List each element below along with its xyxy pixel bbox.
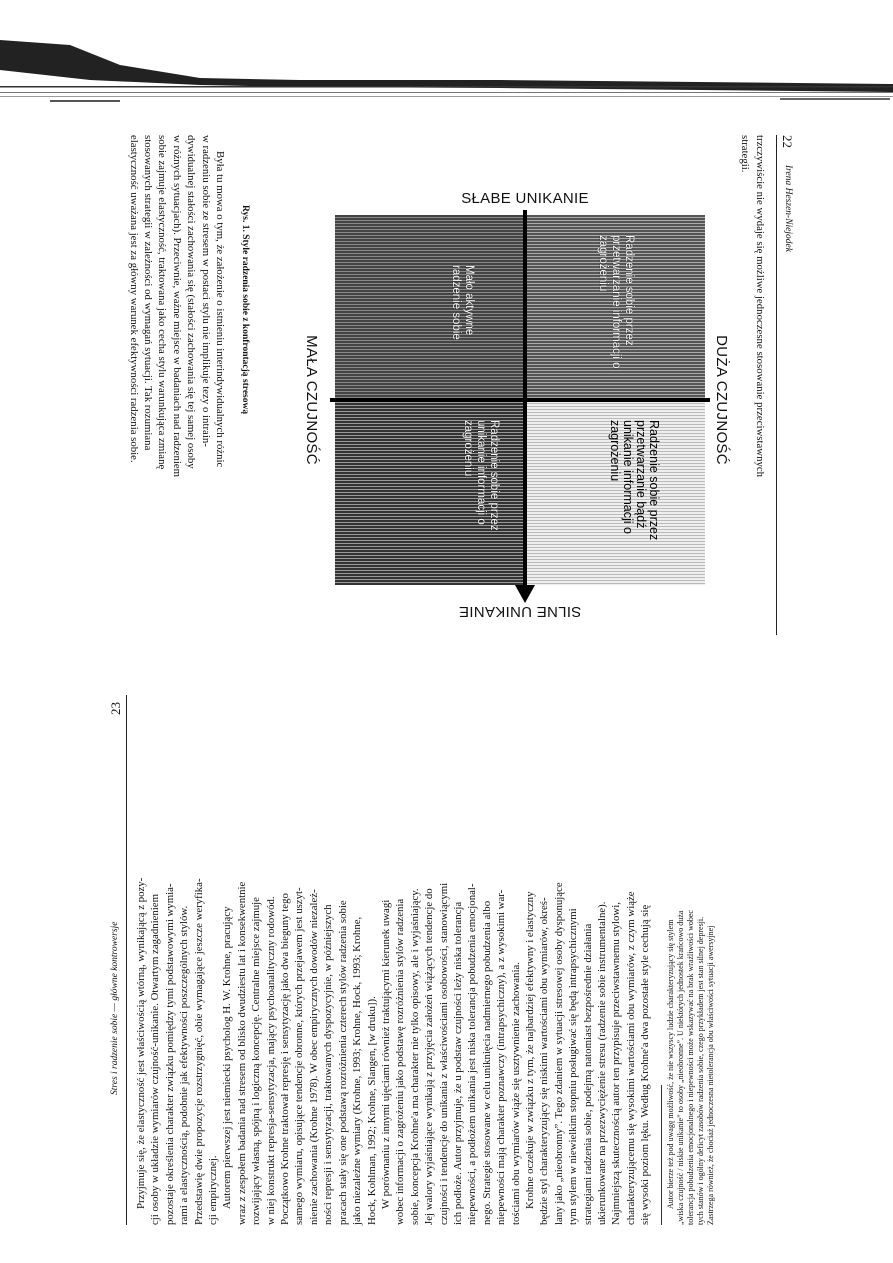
quadrant-bottom-left bbox=[335, 215, 525, 400]
right-para-line: Autorem pierwszej jest niemiecki psycholog H. W. Krohne, pracujący bbox=[221, 906, 234, 1209]
page-number-left: 22 bbox=[780, 135, 795, 148]
header-rule-left bbox=[776, 135, 777, 635]
page-number-right: 23 bbox=[108, 702, 123, 715]
right-para-line: ności represji i sensytyzacji, traktowanych dyspozycyjnie, w późniejszych bbox=[322, 904, 335, 1225]
footnote-line: Autor bierze też pod uwagę możliwość, że nie wszyscy ludzie charakteryzujący się stylem bbox=[665, 919, 675, 1209]
fig-label-bottom: MAŁA CZUJNOŚĆ bbox=[303, 335, 320, 465]
intro-line-2: strategii. bbox=[739, 135, 751, 173]
running-head-left: Irena Heszen-Niejodek bbox=[783, 165, 793, 252]
figure-caption: Rys. 1. Style radzenia sobie z konfrontacją stresową bbox=[240, 205, 250, 415]
intro-line-1: trzczywiście nie wydaje się możliwe jednoczesne stosowanie przeciwstawnych bbox=[754, 135, 766, 478]
right-para-line: Początkowo Krohne traktował represję i sensytyzację jako dwa bieguny tego bbox=[279, 893, 292, 1225]
quadrant-text-top-left: Radzenie sobie przez przetwarzanie informacji o zagrożeniu bbox=[597, 235, 635, 369]
right-para-line: Jej walory wyjaśniające wynikają z przyjęcia założeń wiążących tendencje do bbox=[423, 888, 436, 1225]
left-para-line: sobie zajmuje elastyczność, traktowana jako cecha stylu warunkująca zmianę bbox=[156, 135, 169, 470]
left-para-line: dywidualnej stałości zachowania się (stałości zachowania się tej samej osoby bbox=[185, 135, 198, 469]
right-para-line: samego wymiaru, opisujące tendencje obronne, których przejawem jest uszyt- bbox=[293, 887, 306, 1225]
scan-artifact-top bbox=[0, 40, 893, 120]
fig-label-left: SŁABE UNIKANIE bbox=[461, 190, 589, 207]
right-page bbox=[110, 685, 800, 1225]
left-para-line: Była tu mowa o tym, że założenie o istnieniu interindywidualnych różnic bbox=[214, 151, 226, 468]
right-para-line: nienie zachowania (Krohne 1978). W obec empirycznych dowodów niezależ- bbox=[307, 889, 320, 1225]
right-para-line: Krohne oczekuje w związku z tym, że najbardziej efektywny i elastyczny bbox=[523, 891, 536, 1209]
header-rule-right bbox=[126, 695, 127, 1225]
right-para-line: jako niezależne wymiary (Krohne, 1993; Krohne, Hock, 1993; Krohne, bbox=[351, 916, 364, 1225]
right-para-line: w niej konstrukt represja-sensytyzacja, mający psychoanalityczny rodowód. bbox=[264, 896, 277, 1225]
right-para-line: pracach stały się one podstawą rozróżnienia czterech stylów radzenia sobie bbox=[336, 900, 349, 1225]
right-para-line: Hock, Kohlman, 1992; Krohne, Slangen, [w druku]). bbox=[365, 996, 378, 1225]
axis-vertical bbox=[330, 398, 710, 402]
right-para-line: wraz z zespołem badania nad stresem od blisko dwudziestu lat i konsekwentnie bbox=[235, 881, 248, 1225]
left-paragraph bbox=[126, 135, 227, 655]
quadrant-text-bottom-left: Mało aktywne radzenie sobie bbox=[450, 265, 475, 340]
footnote-line: „wiska czujność / niskie unikanie” to osoby „nieobronne”. U niektórych jednostek krańcowo duża bbox=[675, 910, 685, 1225]
right-para-line: cji empirycznej. bbox=[207, 1155, 220, 1225]
right-para-line: ich podłoże. Autor przyjmuje, że u podstaw czujności leży niska tolerancja bbox=[451, 901, 464, 1225]
quadrant-text-bottom-right: Radzenie sobie przez unikanie informacji o zagrożeniu bbox=[462, 420, 500, 531]
right-para-line: czujności i tendencje do unikania z właściwościami osobowości, stanowiącymi bbox=[437, 882, 450, 1225]
left-para-line: elastyczność uważana jest za główny warunek efektywności radzenia sobie. bbox=[127, 135, 140, 463]
footnote-rule bbox=[661, 1085, 662, 1225]
right-para-line: sobie, koncepcja Krohne'a ma charakter nie tylko opisowy, ale i wyjaśniający. bbox=[408, 888, 421, 1225]
right-para-line: tościami obu wymiarów wiąże się usztywnienie zachowania. bbox=[509, 962, 522, 1225]
right-para-line: się wysoki poziom lęku. Według Krohne'a dwa pozostałe style cechują się bbox=[639, 904, 652, 1225]
right-para-line: pozostaje określenia charakter związku pomiędzy tymi podstawowymi wymia- bbox=[163, 883, 176, 1225]
right-para-line: cji osoby w układzie wymiarów czujność-unikanie. Otwartym zagadnieniem bbox=[149, 893, 162, 1225]
right-para-line: Przedstawię dwie propozycje rozstrzygnięć, obie wymagające jeszcze weryfika- bbox=[192, 878, 205, 1225]
axis-arrow-right bbox=[515, 585, 535, 603]
right-para-line: Najmniejszą skutecznością autor ten przypisuje przeciwstawnemu stylowi, bbox=[610, 902, 623, 1225]
quadrant-text-top-right: Radzenie sobie przez przetwarzanie bądź unikanie informacji o zagrożeniu bbox=[608, 420, 661, 541]
right-para-line: rami a elastycznością, podobnie jak efektywności poszczególnych stylów. bbox=[178, 905, 191, 1225]
right-para-line: wobec informacji o zagrożeniu jako podstawę rozróżnienia stylów radzenia bbox=[394, 898, 407, 1225]
left-para-line: w różnych sytuacjach). Przeciwnie, ważne miejsce w badaniach nad radzeniem bbox=[170, 135, 183, 478]
right-para-line: niepewności, a podłożem unikania jest niska tolerancja pobudzenia emocjonal- bbox=[466, 883, 479, 1225]
left-para-line: stosowanych strategii w zależności od wymagań sytuacji. Tak rozumiana bbox=[141, 135, 154, 451]
right-para-line: Przyjmuje się, że elastyczność jest właściwością wtórną, wynikającą z pozy- bbox=[135, 877, 147, 1209]
right-para-line: ukierunkowane na przezwyciężenie stresu (radzenie sobie instrumentalne). bbox=[596, 901, 608, 1225]
fig-label-right: SILNE UNIKANIE bbox=[458, 603, 582, 620]
right-para-line: nego. Strategie stosowane w celu uniknięcia nadmiernego pobudzenia albo bbox=[480, 900, 493, 1225]
figure-quadrant bbox=[270, 185, 730, 620]
axis-horizontal bbox=[523, 210, 527, 590]
footnote-line: tych stanów i ogólny deficyt zasobów radzenia sobie, czego przykładem jest stan silnej depresji. bbox=[695, 916, 705, 1225]
right-para-line: strategiami radzenia sobie, podejmą natomiast bezpośrednie działania bbox=[581, 923, 594, 1225]
right-para-line: lany jako „nieobronny”. Tego zdaniem w sytuacji stresowej osoby dysponujące bbox=[552, 882, 565, 1225]
right-para-line: niepewności mają charakter poznawczy (intrapsychiczny), a z wysokimi war- bbox=[495, 889, 508, 1225]
right-text-column bbox=[134, 695, 716, 1225]
right-para-line: będzie styl charakteryzujący się niskimi wartościami obu wymiarów, okreś- bbox=[538, 897, 551, 1225]
right-para-line: rozwijający własną, spójną i logiczną koncepcję. Centralne miejsce zajmuje bbox=[250, 897, 263, 1225]
left-para-line: w radzeniu sobie ze stresem w postaci stylu nie implikuje tezy o intrain- bbox=[199, 135, 212, 447]
right-para-line: tym stylem w niewielkim stopniu posługiwać się będą intrapsychicznymi bbox=[567, 908, 580, 1225]
right-para-line: W porównaniu z innymi ujęciami również traktującymi kierunek uwagi bbox=[379, 899, 392, 1209]
footnote-line: tolerancja pobudzenia emocjonalnego i niepewności może wskazywać na brak wrażliwości wobec bbox=[685, 910, 695, 1225]
running-head-right: Stres i radzenie sobie — główne kontrowersje bbox=[110, 921, 120, 1095]
footnote-line: Zastrzega również, że chociaż jednoczesna nietolerancja obu właściwości sytuacji awersyjnej bbox=[705, 925, 715, 1225]
right-para-line: charakteryzującemu się wysokimi wartościami obu wymiarów, z czym wiąże bbox=[624, 891, 637, 1225]
fig-label-top: DUŻA CZUJNOŚĆ bbox=[713, 335, 730, 465]
